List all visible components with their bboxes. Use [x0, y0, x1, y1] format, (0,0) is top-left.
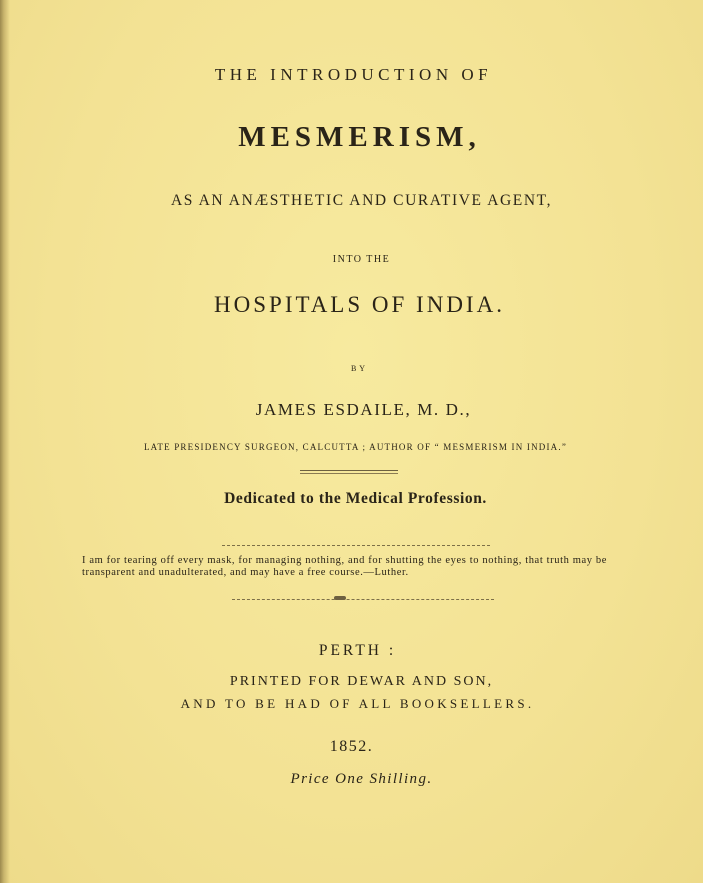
- pre-title: THE INTRODUCTION OF: [214, 65, 493, 84]
- divider-rule: [232, 599, 494, 600]
- author-credentials: LATE PRESIDENCY SURGEON, CALCUTTA ; AUTHOR OF “ MESMERISM IN INDIA.”: [143, 442, 568, 452]
- ornament: [334, 596, 346, 600]
- imprint-year: 1852.: [329, 738, 374, 755]
- divider-rule: [300, 470, 398, 471]
- author-name: JAMES ESDAILE, M. D.,: [255, 400, 472, 419]
- imprint-price: Price One Shilling.: [290, 771, 433, 787]
- main-title: MESMERISM,: [238, 121, 481, 153]
- by-label: BY: [350, 364, 369, 373]
- imprint-sellers: AND TO BE HAD OF ALL BOOKSELLERS.: [180, 696, 535, 711]
- dedication: Dedicated to the Medical Profession.: [224, 490, 487, 507]
- into-the-label: INTO THE: [332, 254, 391, 265]
- divider-rule: [222, 545, 490, 546]
- subtitle: AS AN ANÆSTHETIC AND CURATIVE AGENT,: [170, 192, 553, 209]
- place-title: HOSPITALS OF INDIA.: [214, 292, 505, 317]
- divider-rule: [300, 473, 398, 474]
- imprint-printer: PRINTED FOR DEWAR AND SON,: [229, 674, 494, 689]
- imprint-city: PERTH :: [318, 642, 397, 659]
- epigraph-quote: I am for tearing off every mask, for managing nothing, and for shutting the eyes to nothing, that truth may be transparent and unadulterated, and may have a free course.—Luther.: [82, 555, 607, 578]
